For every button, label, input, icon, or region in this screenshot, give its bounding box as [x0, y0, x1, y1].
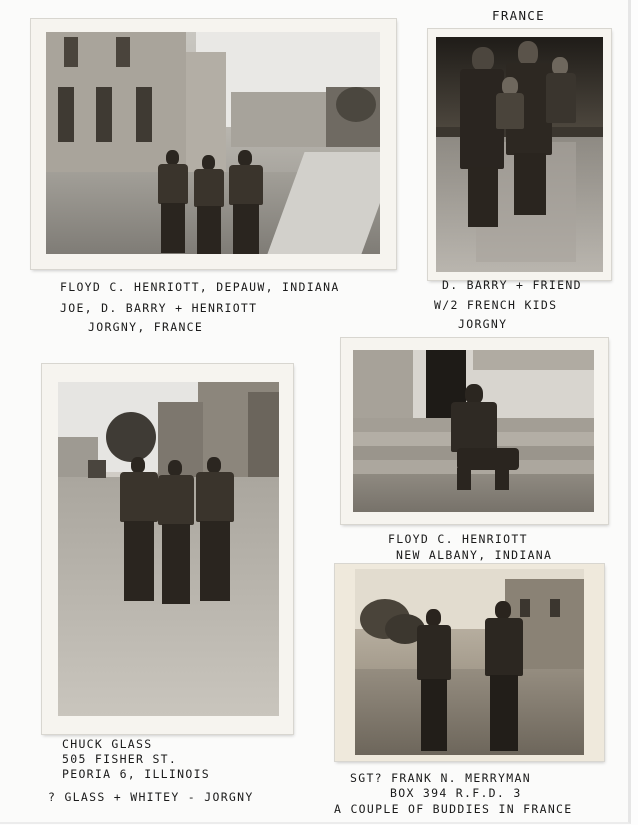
caption-photo5-line2: BOX 394 R.F.D. 3 [390, 786, 522, 800]
caption-photo3-line1: CHUCK GLASS [62, 737, 153, 751]
photo-street-three-soldiers [31, 19, 396, 269]
caption-photo1-line2: JOE, D. BARRY + HENRIOTT [60, 301, 258, 315]
photo-two-buddies [335, 564, 604, 761]
caption-photo2-line1: D. BARRY + FRIEND [442, 278, 582, 292]
caption-photo5-line1: SGT? FRANK N. MERRYMAN [350, 771, 531, 785]
caption-photo4-line1: FLOYD C. HENRIOTT [388, 532, 528, 546]
caption-photo2-line2: W/2 FRENCH KIDS [434, 298, 558, 312]
caption-photo1-line3: JORGNY, FRANCE [88, 320, 204, 334]
caption-photo4-line2: NEW ALBANY, INDIANA [396, 548, 553, 562]
caption-photo3-line3: PEORIA 6, ILLINOIS [62, 767, 211, 781]
country-heading: FRANCE [492, 8, 545, 23]
caption-photo5-line3: A COUPLE OF BUDDIES IN FRANCE [334, 802, 573, 816]
caption-photo3-line4: ? GLASS + WHITEY - JORGNY [48, 790, 254, 804]
photo-soldier-on-steps [341, 338, 608, 524]
photo-soldiers-with-kids [428, 29, 611, 280]
caption-photo1-line1: FLOYD C. HENRIOTT, DEPAUW, INDIANA [60, 280, 340, 294]
caption-photo3-line2: 505 FISHER ST. [62, 752, 178, 766]
caption-photo2-line3: JORGNY [458, 317, 508, 331]
photo-three-soldiers-walking [42, 364, 293, 734]
